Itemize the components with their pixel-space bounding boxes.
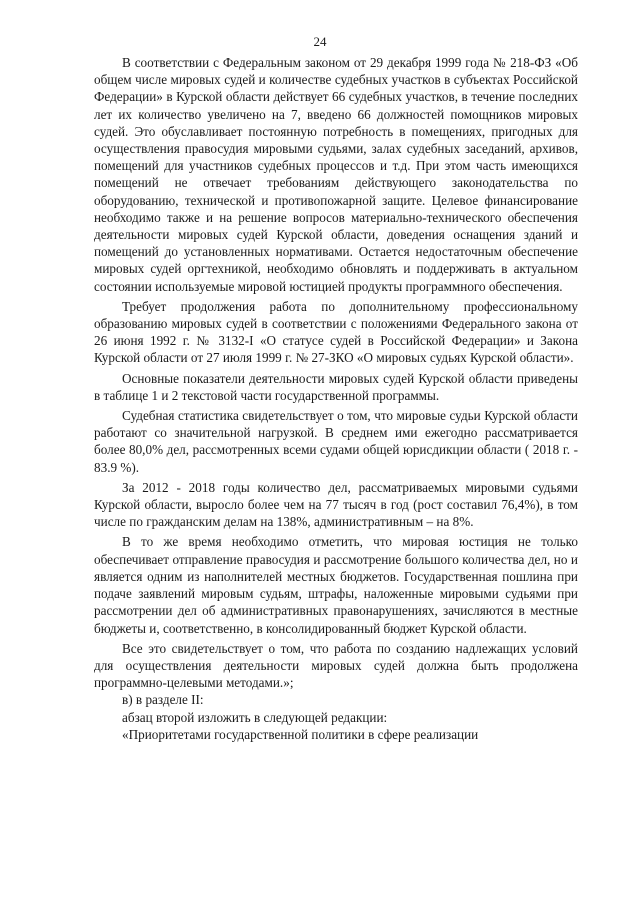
paragraph-section-two: в) в разделе II: xyxy=(122,692,204,708)
paragraph-education: Требует продолжения работа по дополнительному профессиональному образованию мировых судей в соответствии с положениями Федерального закона от 26 июня 1992 г. № 3132-I «О статусе судей в Российской Федерации» и Закона Курской области от 27 июля 1999 г. № 27-ЗКО «О мировых судьях Курской области». xyxy=(94,298,578,366)
paragraph-case-growth: За 2012 - 2018 годы количество дел, рассматриваемых мировыми судьями Курской области, выросло более чем на 77 тысяч в год (рост составил 76,4%), в том числе по гражданским делам на 138%, административным – на 8%. xyxy=(94,479,578,530)
body-text xyxy=(94,54,578,743)
paragraph-second-paragraph: абзац второй изложить в следующей редакции: xyxy=(122,709,388,725)
paragraph-budget: В то же время необходимо отметить, что мировая юстиция не только обеспечивает отправление правосудия и рассмотрение большого количества дел, но и является одним из наполнителей местных бюджетов. Государственная пошлина при подаче заявлений мировым судьям, штрафы, наложенные мировыми судьями при рассмотрении дел об административных правонарушениях, зачисляются в местные бюджеты и, соответственно, в консолидированный бюджет Курской области. xyxy=(94,534,578,636)
paragraph-main-indicators: Основные показатели деятельности мировых судей Курской области приведены в таблице 1 и 2 текстовой части государственной программы. xyxy=(94,370,578,403)
paragraph-program-methods: Все это свидетельствует о том, что работа по созданию надлежащих условий для осуществления деятельности мировых судей должна быть продолжена программно-целевыми методами.»; xyxy=(94,640,578,691)
paragraph-priorities: «Приоритетами государственной политики в сфере реализации xyxy=(122,726,479,742)
page-number: 24 xyxy=(313,34,327,49)
paragraph-statistics: Судебная статистика свидетельствует о том, что мировые судьи Курской области работают со значительной нагрузкой. В среднем ими ежегодно рассматривается более 80,0% дел, рассмотренных всеми судами общей юрисдикции области ( 2018 г. - 83.9 %). xyxy=(94,408,578,475)
paragraph-court-premises: В соответствии с Федеральным законом от 29 декабря 1999 года № 218-ФЗ «Об общем числе мировых судей и количестве судебных участков в субъектах Российской Федерации» в Курской области действует 66 судебных участков, в течение последних лет их количество увеличено на 7, введено 66 должностей помощников мировых судей. Это обуславливает постоянную потребность в помещениях, пригодных для осуществления правосудия мировыми судьями, залах судебных заседаний, архивов, помещений для участников судебных процессов и т.д. При этом часть имеющихся помещений не отвечает требованиям действующего законодательства по оборудованию, технической и противопожарной защите. Целевое финансирование необходимо также и на решение вопросов материально-технического обеспечения деятельности мировых судей Курской области, доведения оснащения зданий и помещений до установленных нормативами. Остается недостаточным обеспечение мировых судей оргтехникой, необходимо обновлять и поддерживать в актуальном состоянии используемые мировой юстицией продукты программного обеспечения. xyxy=(94,55,578,294)
